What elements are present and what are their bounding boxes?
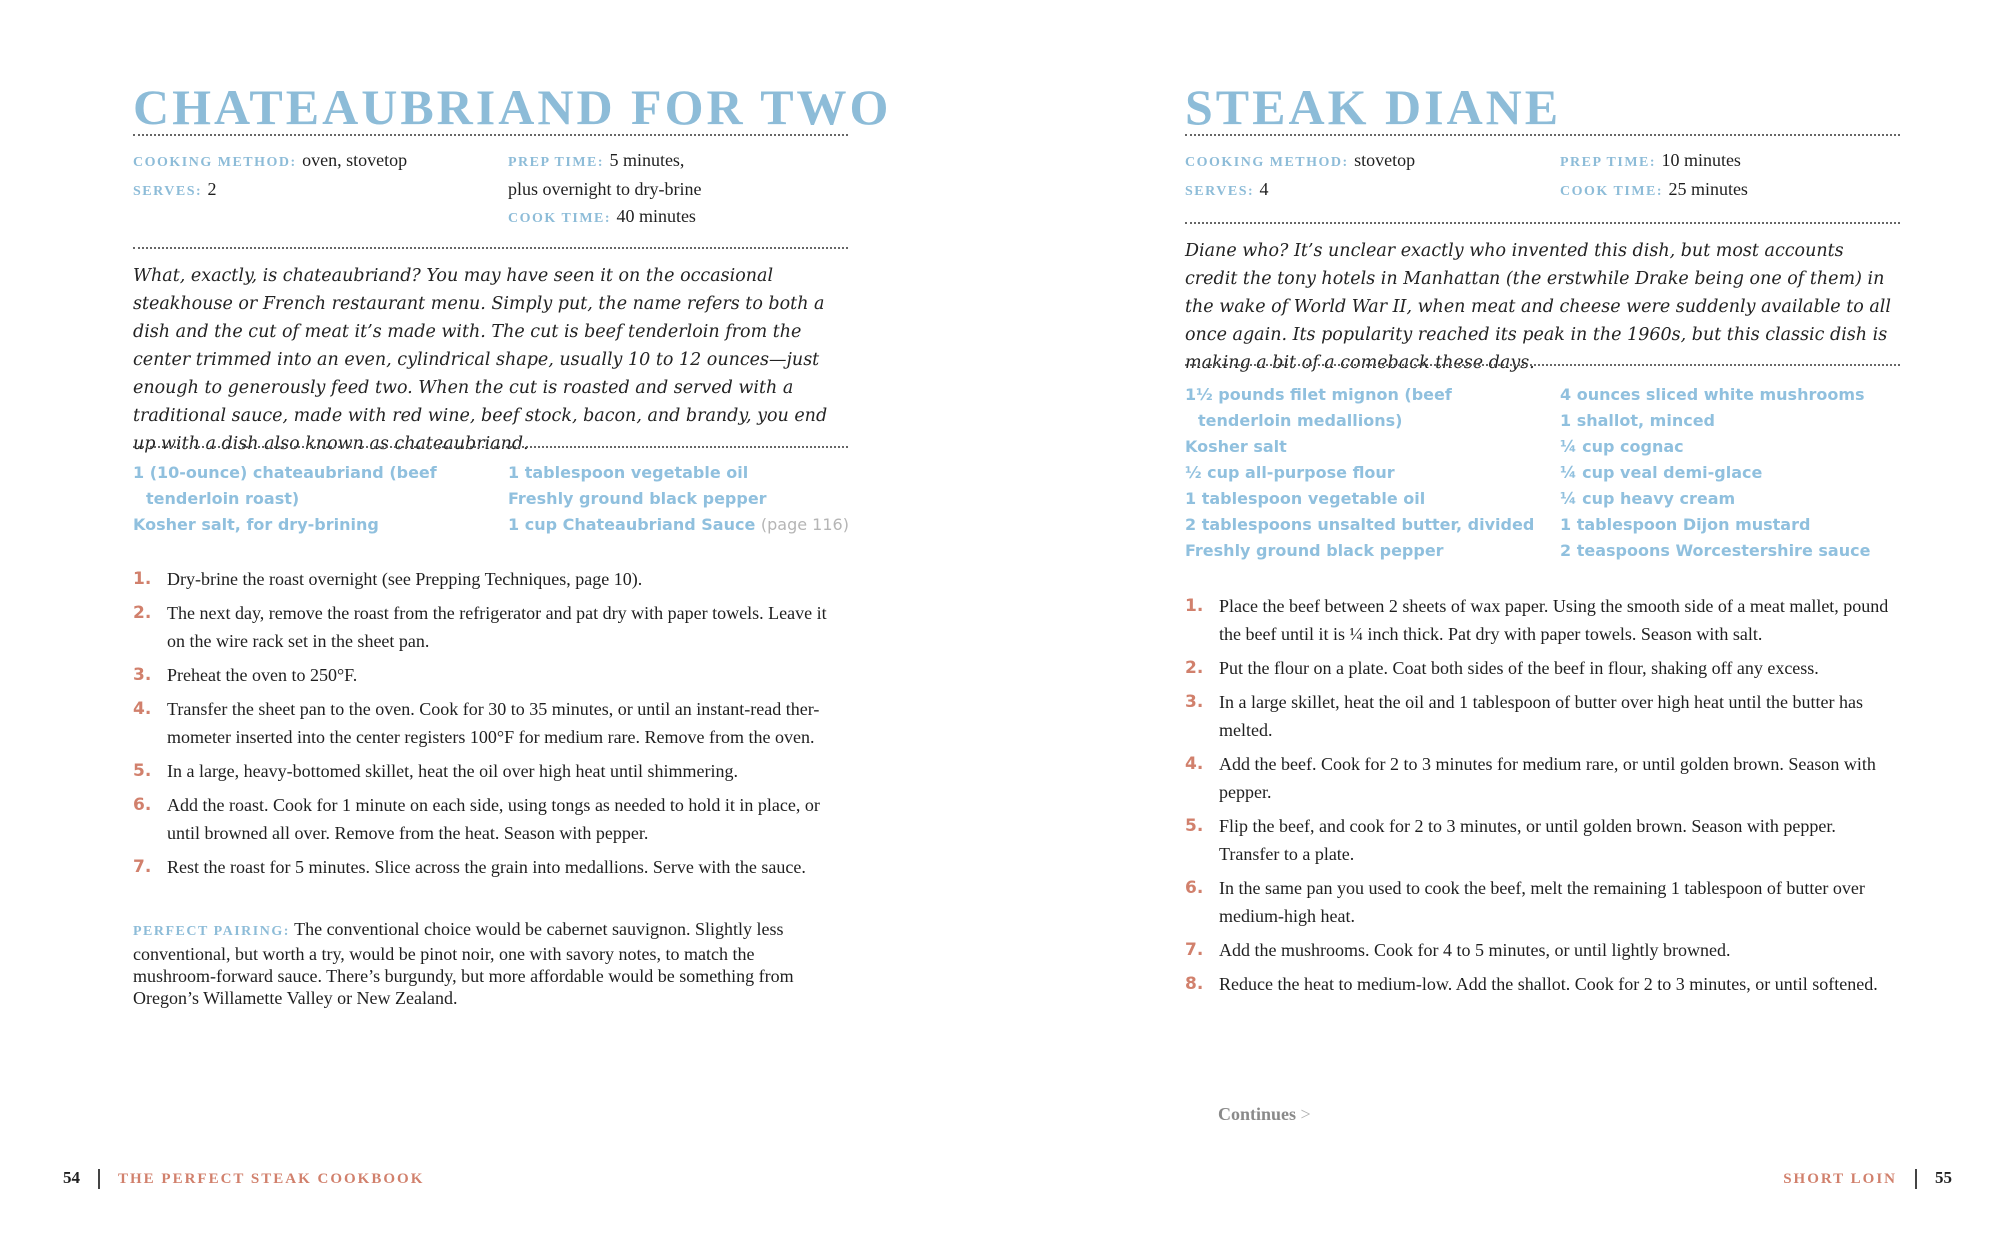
step-text: Place the beef between 2 sheets of wax paper. Using the smooth side of a meat mallet, pound the beef until it is ¼ inch thick. Pat dry with paper towels. Season with salt. bbox=[1219, 596, 1889, 644]
prep-time-value-line2: plus overnight to dry-brine bbox=[508, 179, 702, 199]
ingredient-item: 1 tablespoon vegetable oil bbox=[1185, 489, 1426, 508]
ingredient-item: 4 ounces sliced white mushrooms bbox=[1560, 385, 1865, 404]
ingredient-item: Freshly ground black pepper bbox=[1185, 541, 1444, 560]
ingredients-column-2 bbox=[508, 460, 849, 538]
left-page bbox=[133, 0, 892, 1233]
footer-left bbox=[63, 1168, 424, 1189]
step-item bbox=[133, 661, 848, 689]
page-number: 55 bbox=[1935, 1168, 1952, 1187]
running-header: THE PERFECT STEAK COOKBOOK bbox=[118, 1171, 425, 1187]
step-item bbox=[133, 565, 848, 593]
step-item bbox=[133, 695, 848, 751]
step-item bbox=[1185, 812, 1900, 868]
ingredient-text: 1 cup Chateaubriand Sauce bbox=[508, 515, 756, 534]
continues-link[interactable] bbox=[1218, 1104, 1311, 1125]
step-number: 7. bbox=[1185, 940, 1204, 960]
footer-right bbox=[1783, 1168, 1952, 1189]
step-item bbox=[1185, 936, 1900, 964]
divider bbox=[1185, 364, 1900, 366]
step-item bbox=[1185, 654, 1900, 682]
ingredient-item: 1 shallot, minced bbox=[1560, 411, 1716, 430]
step-number: 3. bbox=[1185, 692, 1204, 712]
recipe-intro: Diane who? It’s unclear exactly who invented this dish, but most accounts credit the tony hotels in Manhattan (the erstwhile Drake being one of them) in the wake of World War II, when meat and cheese were suddenly available to all once again. Its popularity reached its peak in the 1960s, but this classic dish is making a bit of a comeback these days. bbox=[1185, 241, 1891, 373]
prep-time-value: 5 minutes, bbox=[609, 150, 685, 170]
serves-label: SERVES: bbox=[133, 184, 203, 199]
prep-time-label: PREP TIME: bbox=[1560, 155, 1657, 170]
step-item bbox=[1185, 750, 1900, 806]
step-number: 3. bbox=[133, 665, 152, 685]
step-number: 6. bbox=[133, 795, 152, 815]
ingredient-item: tenderloin medallions) bbox=[1198, 411, 1403, 430]
ingredient-item: Kosher salt bbox=[1185, 437, 1287, 456]
ingredient-item: 1 tablespoon vegetable oil bbox=[508, 463, 749, 482]
divider bbox=[1185, 222, 1900, 224]
chevron-right-icon: > bbox=[1300, 1104, 1311, 1124]
step-item bbox=[1185, 970, 1900, 998]
step-text: The next day, remove the roast from the refrigerator and pat dry with paper towels. Leave it on the wire rack set in the sheet pan. bbox=[167, 603, 827, 651]
steps-list bbox=[1185, 592, 1900, 998]
cooking-method-label: COOKING METHOD: bbox=[1185, 155, 1349, 170]
ingredient-item: 1 (10-ounce) chateaubriand (beef bbox=[133, 463, 437, 482]
step-item bbox=[1185, 592, 1900, 648]
step-text: Rest the roast for 5 minutes. Slice across the grain into medallions. Serve with the sauce. bbox=[167, 857, 806, 877]
recipe-meta-right bbox=[1560, 147, 1748, 205]
step-text: Flip the beef, and cook for 2 to 3 minutes, or until golden brown. Season with pepper. Transfer to a plate. bbox=[1219, 816, 1836, 864]
perfect-pairing bbox=[133, 918, 813, 1009]
step-text: Preheat the oven to 250°F. bbox=[167, 665, 358, 685]
step-text: In the same pan you used to cook the beef, melt the remaining 1 tablespoon of butter over medium-high heat. bbox=[1219, 878, 1865, 926]
serves-value: 2 bbox=[207, 179, 217, 199]
step-item bbox=[1185, 874, 1900, 930]
step-number: 5. bbox=[133, 761, 152, 781]
step-text: In a large skillet, heat the oil and 1 tablespoon of butter over high heat until the butter has melted. bbox=[1219, 692, 1863, 740]
footer-separator bbox=[98, 1169, 100, 1189]
step-text: Add the mushrooms. Cook for 4 to 5 minutes, or until lightly browned. bbox=[1219, 940, 1731, 960]
ingredient-item: 1½ pounds filet mignon (beef bbox=[1185, 385, 1452, 404]
ingredient-item: ½ cup all-purpose flour bbox=[1185, 463, 1395, 482]
step-text: Dry-brine the roast overnight (see Prepping Techniques, page 10). bbox=[167, 569, 643, 589]
recipe-title: CHATEAUBRIAND FOR TWO bbox=[133, 79, 892, 135]
pairing-label: PERFECT PAIRING: bbox=[133, 924, 290, 939]
step-number: 1. bbox=[1185, 596, 1204, 616]
ingredient-item: 2 tablespoons unsalted butter, divided bbox=[1185, 515, 1535, 534]
right-page bbox=[1185, 0, 1900, 1233]
step-item bbox=[133, 853, 848, 881]
continues-label: Continues bbox=[1218, 1104, 1297, 1124]
ingredients-column-2 bbox=[1560, 382, 1870, 564]
cook-time-value: 25 minutes bbox=[1668, 179, 1748, 199]
step-text: Add the beef. Cook for 2 to 3 minutes for medium rare, or until golden brown. Season with pepper. bbox=[1219, 754, 1876, 802]
running-header: SHORT LOIN bbox=[1783, 1171, 1897, 1187]
pairing-text: The conventional choice would be cabernet sauvignon. Slightly less conventional, but worth a try, would be pinot noir, one with savory notes, to match the mushroom-forward sauce. There’s burgundy, but more affordable would be something from Oregon’s Willamette Valley or New Zealand. bbox=[133, 919, 794, 1008]
step-text: Reduce the heat to medium-low. Add the shallot. Cook for 2 to 3 minutes, or until softened. bbox=[1219, 974, 1878, 994]
step-text: Put the flour on a plate. Coat both sides of the beef in flour, shaking off any excess. bbox=[1219, 658, 1819, 678]
serves-label: SERVES: bbox=[1185, 184, 1255, 199]
divider bbox=[133, 446, 848, 448]
cook-time-label: COOK TIME: bbox=[508, 211, 612, 226]
ingredient-page-ref: (page 116) bbox=[760, 515, 849, 534]
cooking-method-value: stovetop bbox=[1354, 150, 1416, 170]
step-number: 4. bbox=[1185, 754, 1204, 774]
divider bbox=[1185, 134, 1900, 136]
cooking-method-value: oven, stovetop bbox=[302, 150, 408, 170]
ingredient-item: 1 tablespoon Dijon mustard bbox=[1560, 515, 1811, 534]
step-item bbox=[133, 757, 848, 785]
cook-time-label: COOK TIME: bbox=[1560, 184, 1664, 199]
footer-separator bbox=[1915, 1169, 1917, 1189]
ingredient-item bbox=[508, 512, 849, 538]
ingredients-column-1 bbox=[1185, 382, 1534, 564]
ingredient-item: ¼ cup cognac bbox=[1560, 437, 1684, 456]
prep-time-value: 10 minutes bbox=[1661, 150, 1741, 170]
recipe-title: STEAK DIANE bbox=[1185, 79, 1562, 135]
step-number: 2. bbox=[1185, 658, 1204, 678]
divider bbox=[133, 134, 848, 136]
ingredient-item: tenderloin roast) bbox=[146, 489, 300, 508]
step-number: 1. bbox=[133, 569, 152, 589]
recipe-meta-right bbox=[508, 147, 701, 232]
ingredient-item: 2 teaspoons Worcestershire sauce bbox=[1560, 541, 1871, 560]
steps-list bbox=[133, 565, 848, 881]
ingredient-item: ¼ cup heavy cream bbox=[1560, 489, 1736, 508]
cook-time-value: 40 minutes bbox=[616, 206, 696, 226]
step-item bbox=[133, 791, 848, 847]
serves-value: 4 bbox=[1259, 179, 1269, 199]
ingredient-item: Kosher salt, for dry-brining bbox=[133, 515, 379, 534]
step-number: 6. bbox=[1185, 878, 1204, 898]
step-item bbox=[133, 599, 848, 655]
ingredient-item: ¼ cup veal demi-glace bbox=[1560, 463, 1763, 482]
ingredients-column-1 bbox=[133, 460, 437, 538]
step-item bbox=[1185, 688, 1900, 744]
prep-time-label: PREP TIME: bbox=[508, 155, 605, 170]
step-text: Add the roast. Cook for 1 minute on each side, using tongs as needed to hold it in place, or until browned all over. Remove from the heat. Season with pepper. bbox=[167, 795, 820, 843]
step-number: 5. bbox=[1185, 816, 1204, 836]
step-number: 4. bbox=[133, 699, 152, 719]
page-number: 54 bbox=[63, 1168, 80, 1187]
recipe-meta-left bbox=[133, 147, 407, 205]
recipe-intro: What, exactly, is chateaubriand? You may have seen it on the occasional steakhouse or French restaurant menu. Simply put, the name refers to both a dish and the cut of meat it’s made with. The cut is beef tenderloin from the center trimmed into an even, cylindrical shape, usually 10 to 12 ounces—just enough to generously feed two. When the cut is roasted and served with a traditional sauce, made with red wine, beef stock, bacon, and brandy, you end up with a dish also known as chateaubriand. bbox=[133, 266, 828, 454]
step-text: Transfer the sheet pan to the oven. Cook for 30 to 35 minutes, or until an instant-read ther-mometer inserted into the center registers 100°F for medium rare. Remove from the oven. bbox=[167, 699, 820, 747]
step-number: 8. bbox=[1185, 974, 1204, 994]
divider bbox=[133, 247, 848, 249]
step-number: 7. bbox=[133, 857, 152, 877]
step-number: 2. bbox=[133, 603, 152, 623]
step-text: In a large, heavy-bottomed skillet, heat the oil over high heat until shimmering. bbox=[167, 761, 739, 781]
ingredient-item: Freshly ground black pepper bbox=[508, 489, 767, 508]
recipe-meta-left bbox=[1185, 147, 1415, 205]
cooking-method-label: COOKING METHOD: bbox=[133, 155, 297, 170]
